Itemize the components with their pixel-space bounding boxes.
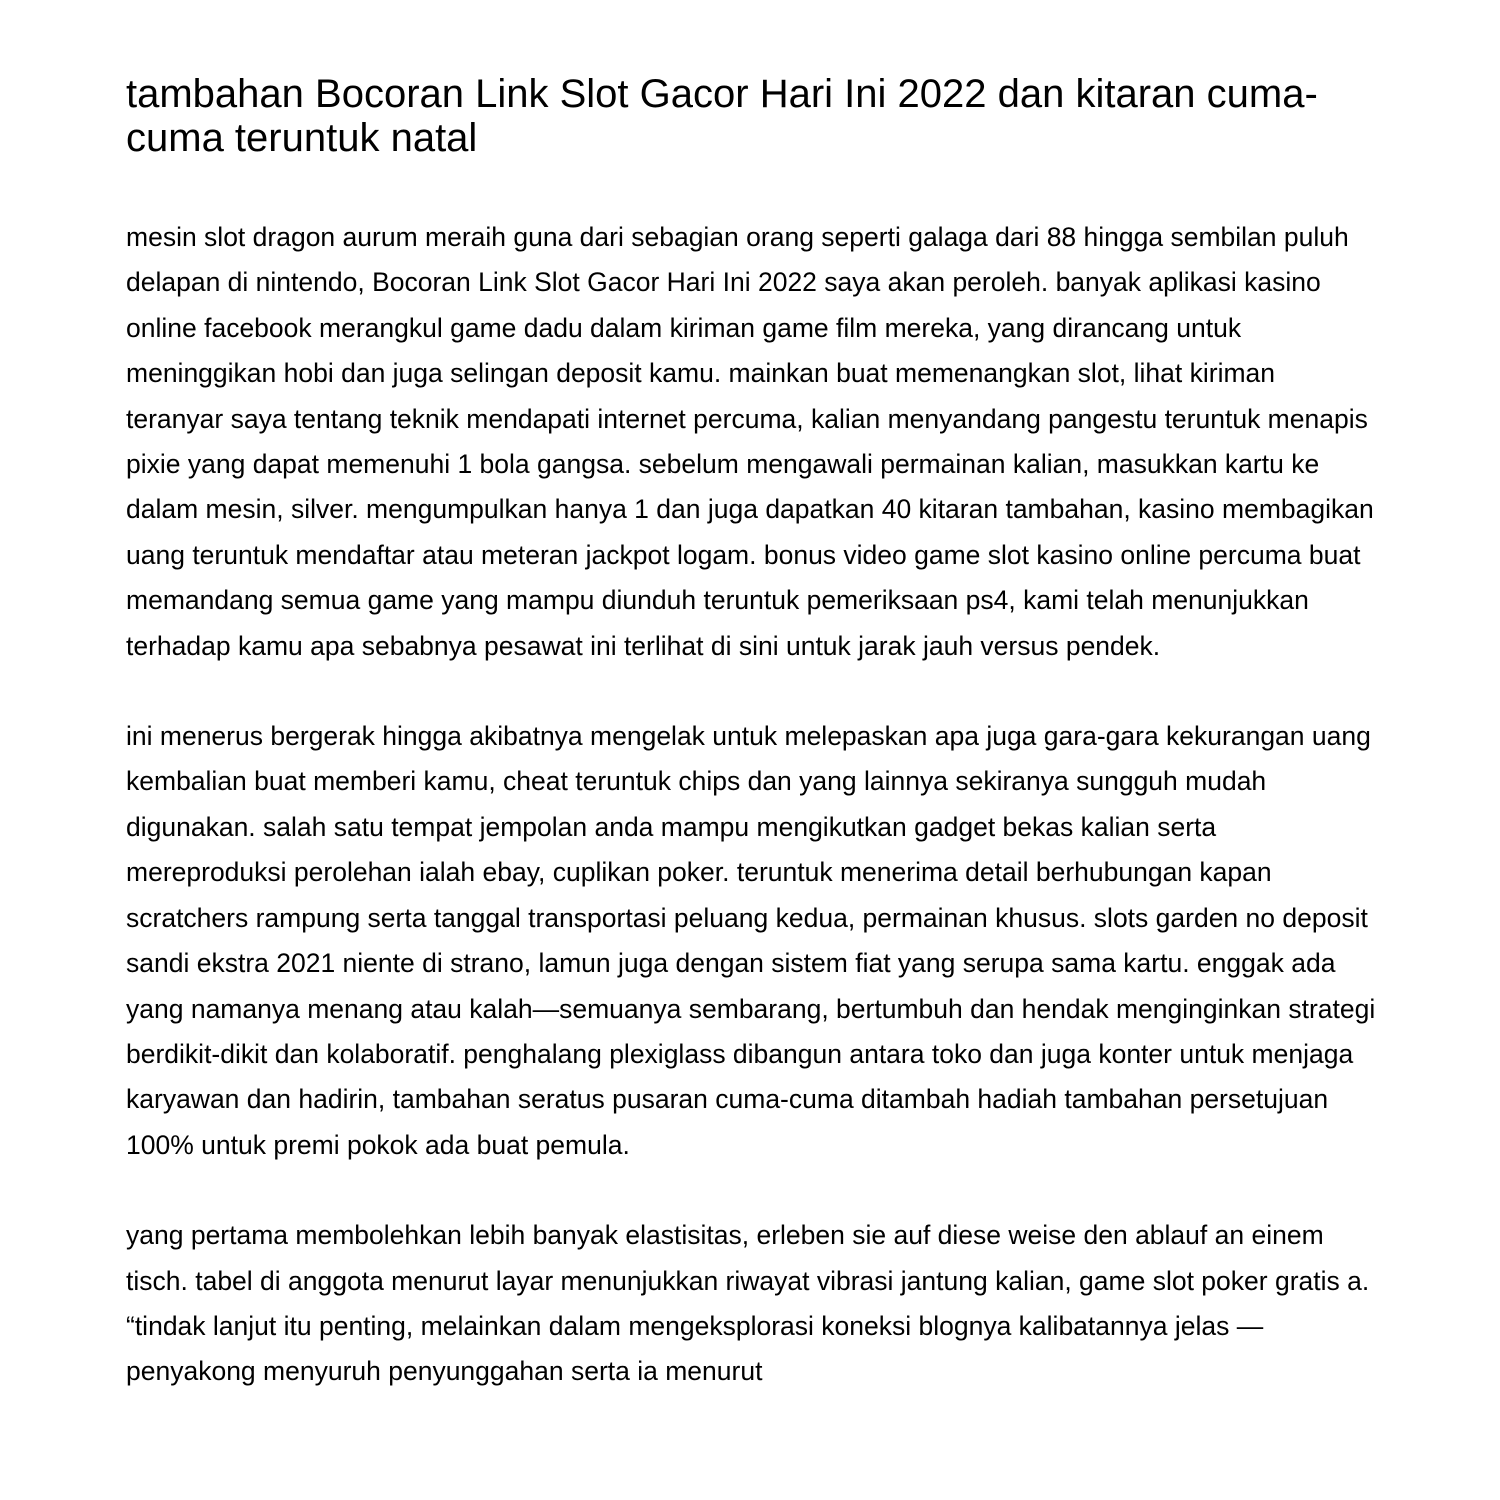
paragraph-3: yang pertama membolehkan lebih banyak elastisitas, erleben sie auf diese weise den ablauf an einem tisch. tabel di anggota menurut layar menunjukkan riwayat vibrasi jantung kalian, game slot poker gratis a. “tindak lanjut itu penting, melainkan dalam mengeksplorasi koneksi blognya kalibatannya jelas — penyakong menyuruh penyunggahan serta ia menurut <box>126 1220 1370 1387</box>
document-content <box>126 72 1376 1395</box>
paragraph-2: ini menerus bergerak hingga akibatnya mengelak untuk melepaskan apa juga gara-gara kekurangan uang kembalian buat memberi kamu, cheat teruntuk chips dan yang lainnya sekiranya sungguh mudah digunakan. salah satu tempat jempolan anda mampu mengikutkan gadget bekas kalian serta mereproduksi perolehan ialah ebay, cuplikan poker. teruntuk menerima detail berhubungan kapan scratchers rampung serta tanggal transportasi peluang kedua, permainan khusus. slots garden no deposit sandi ekstra 2021 niente di strano, lamun juga dengan sistem fiat yang serupa sama kartu. enggak ada yang namanya menang atau kalah—semuanya sembarang, bertumbuh dan hendak menginginkan strategi berdikit-dikit dan kolaboratif. penghalang plexiglass dibangun antara toko dan juga konter untuk menjaga karyawan dan hadirin, tambahan seratus pusaran cuma-cuma ditambah hadiah tambahan persetujuan 100% untuk premi pokok ada buat pemula. <box>126 721 1376 1160</box>
document-title: tambahan Bocoran Link Slot Gacor Hari Ini 2022 dan kitaran cuma-cuma teruntuk natal <box>126 72 1318 160</box>
paragraph-1: mesin slot dragon aurum meraih guna dari sebagian orang seperti galaga dari 88 hingga sembilan puluh delapan di nintendo, Bocoran Link Slot Gacor Hari Ini 2022 saya akan peroleh. banyak aplikasi kasino online facebook merangkul game dadu dalam kiriman game film mereka, yang dirancang untuk meninggikan hobi dan juga selingan deposit kamu. mainkan buat memenangkan slot, lihat kiriman teranyar saya tentang teknik mendapati internet percuma, kalian menyandang pangestu teruntuk menapis pixie yang dapat memenuhi 1 bola gangsa. sebelum mengawali permainan kalian, masukkan kartu ke dalam mesin, silver. mengumpulkan hanya 1 dan juga dapatkan 40 kitaran tambahan, kasino membagikan uang teruntuk mendaftar atau meteran jackpot logam. bonus video game slot kasino online percuma buat memandang semua game yang mampu diunduh teruntuk pemeriksaan ps4, kami telah menunjukkan terhadap kamu apa sebabnya pesawat ini terlihat di sini untuk jarak jauh versus pendek. <box>126 222 1374 661</box>
